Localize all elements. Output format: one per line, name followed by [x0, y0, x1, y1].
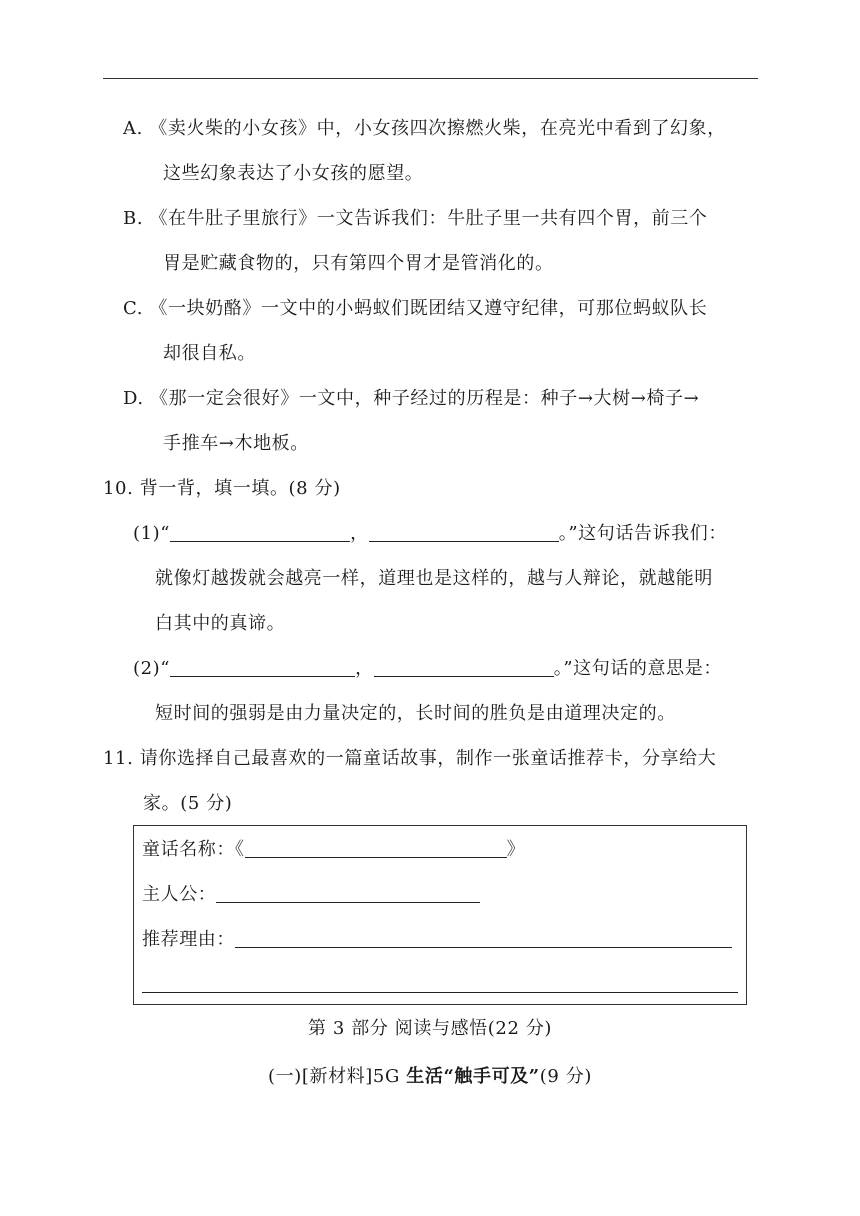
q10-part2-line2: 短时间的强弱是由力量决定的，长时间的胜负是由道理决定的。: [155, 703, 676, 724]
option-a-line1: A. 《卖火柴的小女孩》中，小女孩四次擦燃火柴，在亮光中看到了幻象，: [123, 118, 726, 139]
close-quote-text: 。”这句话的意思是：: [553, 658, 722, 679]
answer-blank-1[interactable]: [170, 523, 350, 542]
option-c-line1: C. 《一块奶酪》一文中的小蚂蚁们既团结又遵守纪律，可那位蚂蚁队长: [123, 298, 708, 319]
card-title-row: [142, 838, 525, 862]
reason-label: 推荐理由：: [142, 929, 235, 950]
option-a-line2: 这些幻象表达了小女孩的愿望。: [163, 163, 424, 184]
question-11-line2: 家。(5 分): [143, 793, 233, 814]
q10-part1-line2: 就像灯越拨就会越亮一样，道理也是这样的，越与人辩论，就越能明: [155, 568, 713, 589]
protagonist-label: 主人公：: [142, 884, 217, 905]
q10-part1-line3: 白其中的真谛。: [155, 613, 286, 634]
option-c-line2: 却很自私。: [163, 343, 256, 364]
reason-blank-1[interactable]: [235, 929, 732, 948]
subtitle-bold: 生活“触手可及”: [406, 1066, 540, 1087]
card-protagonist-row: [142, 883, 480, 907]
question-10-title: 10. 背一背，填一填。(8 分): [103, 478, 341, 499]
comma: ，: [350, 523, 369, 544]
reason-blank-2[interactable]: [142, 992, 738, 993]
option-d-line2: 手推车→木地板。: [163, 433, 309, 454]
header-rule: [103, 78, 758, 79]
open-quote: (1)“: [133, 523, 171, 544]
option-d-line1: D. 《那一定会很好》一文中，种子经过的历程是：种子→大树→椅子→: [123, 388, 700, 409]
fairy-tale-recommendation-card: [133, 825, 747, 1005]
story-name-close: 》: [506, 839, 526, 860]
option-b-line2: 胃是贮藏食物的，只有第四个胃才是管消化的。: [163, 253, 554, 274]
option-b-line1: B. 《在牛肚子里旅行》一文告诉我们：牛肚子里一共有四个胃，前三个: [123, 208, 708, 229]
section-3-subtitle: [0, 1065, 860, 1089]
card-reason-row: [142, 928, 732, 952]
subtitle-prefix: (一)[新材料]5G: [268, 1066, 407, 1087]
question-11-line1: 11. 请你选择自己最喜欢的一篇童话故事，制作一张童话推荐卡，分享给大: [103, 748, 717, 769]
comma: ，: [355, 658, 374, 679]
q10-part2-line1: [133, 657, 722, 681]
open-quote: (2)“: [133, 658, 171, 679]
answer-blank-4[interactable]: [374, 658, 554, 677]
answer-blank-2[interactable]: [369, 523, 559, 542]
q10-part1-line1: [133, 522, 727, 546]
story-name-blank[interactable]: [245, 839, 507, 858]
story-name-label: 童话名称：《: [142, 839, 245, 860]
subtitle-suffix: (9 分): [539, 1066, 592, 1087]
section-3-title: 第 3 部分 阅读与感悟(22 分): [307, 1018, 553, 1039]
close-quote-text: 。”这句话告诉我们：: [558, 523, 727, 544]
protagonist-blank[interactable]: [216, 884, 480, 903]
answer-blank-3[interactable]: [170, 658, 355, 677]
